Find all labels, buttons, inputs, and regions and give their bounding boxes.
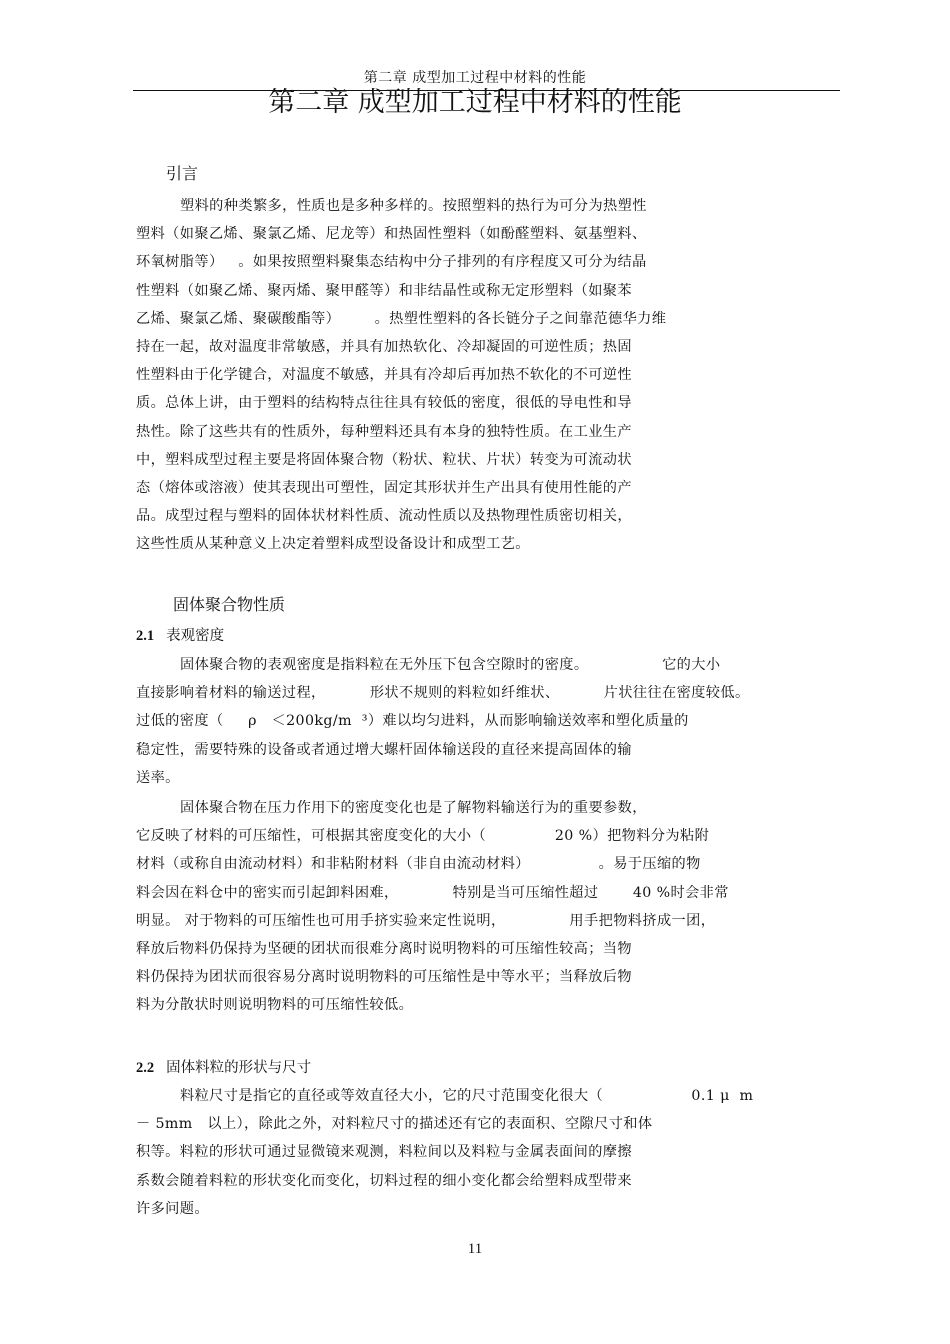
text-line: － 5mm 以上），除此之外，对料粒尺寸的描述还有它的表面积、空隙尺寸和体 <box>136 1116 653 1133</box>
text-line: 质。总体上讲，由于塑料的结构特点往往具有较低的密度，很低的导电性和导 <box>136 395 632 412</box>
text-line: 释放后物料仍保持为坚硬的团状而很难分离时说明物料的可压缩性较高；当物 <box>136 940 632 957</box>
page-number: 11 <box>467 1241 483 1257</box>
text-line: 固体聚合物的表观密度是指料粒在无外压下包含空隙时的密度。 它的大小 <box>180 657 721 673</box>
paragraph-compressibility <box>136 794 729 1020</box>
text-line: 系数会随着料粒的形状变化而变化，切料过程的细小变化都会给塑料成型带来 <box>136 1172 632 1189</box>
text-line: 料仍保持为团状而很容易分离时说明物料的可压缩性是中等水平；当释放后物 <box>136 969 632 986</box>
text-line: 环氧树脂等） 。如果按照塑料聚集态结构中分子排列的有序程度又可分为结晶 <box>136 254 647 271</box>
text-line: 品。成型过程与塑料的固体状材料性质、流动性质以及热物理性质密切相关， <box>136 508 632 525</box>
running-header: 第二章 成型加工过程中材料的性能 <box>363 70 587 86</box>
text-line: 乙烯、聚氯乙烯、聚碳酸酯等） 。热塑性塑料的各长链分子之间靠范德华力维 <box>136 310 667 327</box>
text-line: 性塑料（如聚乙烯、聚丙烯、聚甲醛等）和非结晶性或称无定形塑料（如聚苯 <box>136 282 632 299</box>
section-heading-2-1 <box>136 625 224 647</box>
text-line: 它反映了材料的可压缩性，可根据其密度变化的大小（ 20 %）把物料分为粘附 <box>136 828 710 845</box>
section-heading-2-2 <box>136 1057 311 1079</box>
section-number: 2.2 <box>136 1060 155 1076</box>
text-line: 性塑料由于化学键合，对温度不敏感，并具有冷却后再加热不软化的不可逆性 <box>136 367 632 384</box>
text-line: 明显。 对于物料的可压缩性也可用手挤实验来定性说明， 用手把物料挤成一团， <box>136 912 716 929</box>
text-line: 料会因在料仓中的密实而引起卸料困难， 特别是当可压缩性超过 40 %时会非常 <box>136 884 729 901</box>
section-number: 2.1 <box>136 628 155 644</box>
text-line: 许多问题。 <box>136 1200 209 1217</box>
text-line: 塑料的种类繁多，性质也是多种多样的。按照塑料的热行为可分为热塑性 <box>180 198 647 214</box>
paragraph-particle-size <box>136 1082 753 1223</box>
text-line: 过低的密度（ ρ ＜200kg/m ³）难以均匀进料，从而影响输送效率和塑化质量的 <box>136 713 689 730</box>
text-line: 这些性质从某种意义上决定着塑料成型设备设计和成型工艺。 <box>136 536 530 553</box>
section-title: 表观密度 <box>166 628 225 644</box>
text-line: 持在一起，故对温度非常敏感，并具有加热软化、冷却凝固的可逆性质；热固 <box>136 338 632 355</box>
intro-paragraph <box>136 192 666 558</box>
text-line: 固体聚合物在压力作用下的密度变化也是了解物料输送行为的重要参数， <box>180 800 647 816</box>
text-line: 热性。除了这些共有的性质外，每种塑料还具有本身的独特性质。在工业生产 <box>136 423 632 440</box>
solid-polymer-heading: 固体聚合物性质 <box>173 595 286 614</box>
text-line: 稳定性，需要特殊的设备或者通过增大螺杆固体输送段的直径来提高固体的输 <box>136 741 632 758</box>
text-line: 直接影响着材料的输送过程， 形状不规则的料粒如纤维状、 片状往往在密度较低。 <box>136 685 750 702</box>
text-line: 态（熔体或溶液）使其表现出可塑性，固定其形状并生产出具有使用性能的产 <box>136 479 632 496</box>
chapter-title: 第二章 成型加工过程中材料的性能 <box>268 87 682 118</box>
text-line: 材料（或称自由流动材料）和非粘附材料（非自由流动材料） 。易于压缩的物 <box>136 856 701 873</box>
text-line: 积等。料粒的形状可通过显微镜来观测，料粒间以及料粒与金属表面间的摩擦 <box>136 1144 632 1161</box>
text-line: 塑料（如聚乙烯、聚氯乙烯、尼龙等）和热固性塑料（如酚醛塑料、氨基塑料、 <box>136 226 647 243</box>
text-line: 料为分散状时则说明物料的可压缩性较低。 <box>136 997 414 1014</box>
text-line: 送率。 <box>136 769 180 786</box>
intro-heading: 引言 <box>166 164 199 183</box>
section-title: 固体料粒的形状与尺寸 <box>166 1060 312 1076</box>
text-line: 中，塑料成型过程主要是将固体聚合物（粉状、粒状、片状）转变为可流动状 <box>136 451 632 468</box>
paragraph-apparent-density <box>136 651 750 792</box>
text-line: 料粒尺寸是指它的直径或等效直径大小，它的尺寸范围变化很大（ 0.1 μ m <box>180 1088 754 1104</box>
